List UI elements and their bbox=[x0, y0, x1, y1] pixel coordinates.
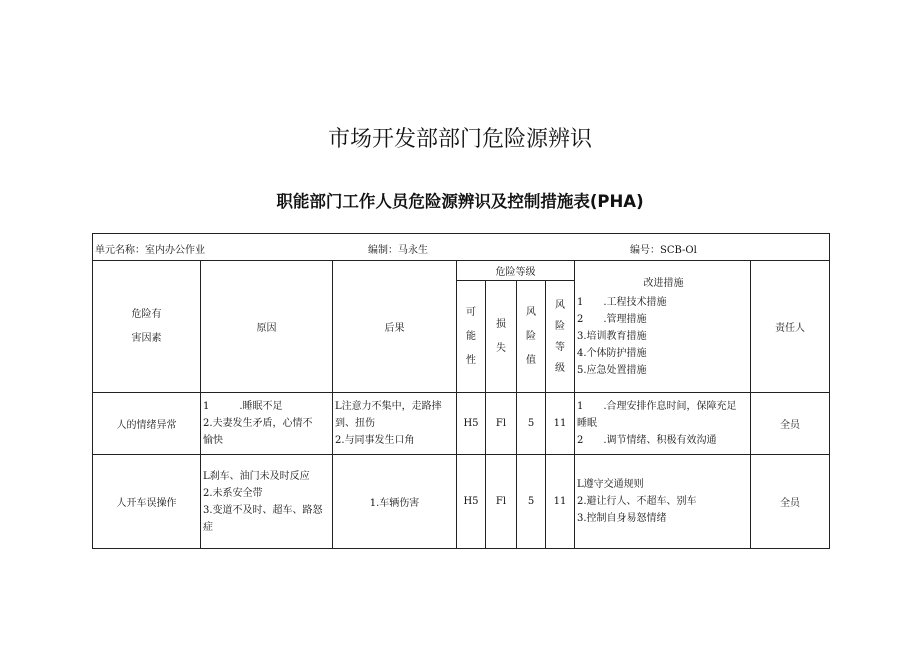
hazard-cell: 人开车误操作 bbox=[93, 455, 201, 549]
responsible-cell: 全员 bbox=[751, 455, 830, 549]
pha-table bbox=[92, 233, 830, 549]
header-hazard bbox=[93, 261, 201, 393]
cause-line: 2.夫妻发生矛盾，心情不 bbox=[203, 418, 313, 429]
header-responsible: 责任人 bbox=[751, 261, 830, 393]
measure-line: 1 .合理安排作息时间，保障充足 bbox=[577, 401, 737, 412]
header-measure-item: 4.个体防护措施 bbox=[577, 347, 647, 359]
header-risk-grade bbox=[546, 281, 575, 393]
cause-line: 3.变道不及时、超车、路怒 bbox=[203, 504, 323, 516]
header-risk-value-char: 险 bbox=[526, 330, 536, 342]
cause-line: 1 .睡眠不足 bbox=[203, 401, 283, 412]
consequence-line: L注意力不集中，走路摔 bbox=[335, 401, 442, 412]
risk-grade-cell: 11 bbox=[546, 393, 575, 455]
risk-value-cell: 5 bbox=[517, 393, 546, 455]
header-loss-char: 损 bbox=[496, 318, 506, 330]
risk-grade-cell: 11 bbox=[546, 455, 575, 549]
header-measure-item: 2 .管理措施 bbox=[577, 313, 647, 325]
header-measures-title: 改进措施 bbox=[643, 277, 684, 289]
consequence-line: 到、扭伤 bbox=[335, 418, 375, 429]
loss-cell: Fl bbox=[486, 393, 517, 455]
table-row bbox=[93, 393, 830, 455]
header-loss bbox=[486, 281, 517, 393]
measure-line: 2 .调节情绪、积极有效沟通 bbox=[577, 435, 717, 446]
cause-line: 症 bbox=[203, 521, 213, 533]
loss-cell: Fl bbox=[486, 455, 517, 549]
header-risk-value bbox=[517, 281, 546, 393]
header-measures bbox=[575, 261, 751, 393]
table-row bbox=[93, 455, 830, 549]
header-possibility bbox=[457, 281, 486, 393]
header-risk-grade-char: 级 bbox=[555, 362, 565, 374]
measure-line: 3.控制自身易怒情绪 bbox=[577, 513, 667, 524]
header-measure-item: 3.培训教育措施 bbox=[577, 330, 647, 342]
header-risk-grade-char: 风 bbox=[555, 299, 565, 311]
editor-name: 编制：马永生 bbox=[368, 245, 428, 256]
header-risk-grade-char: 险 bbox=[555, 320, 565, 332]
risk-value-cell: 5 bbox=[517, 455, 546, 549]
table-info-cell bbox=[93, 234, 830, 261]
responsible-cell: 全员 bbox=[751, 393, 830, 455]
possibility-cell: H5 bbox=[457, 393, 486, 455]
header-risk-value-char: 风 bbox=[526, 306, 536, 318]
header-possibility-char: 能 bbox=[466, 330, 476, 342]
table-info-row bbox=[93, 234, 830, 261]
measure-line: 2.避让行人、不超车、别车 bbox=[577, 496, 697, 507]
header-loss-char: 失 bbox=[496, 342, 506, 354]
header-risk-grade-char: 等 bbox=[555, 341, 565, 353]
header-measure-item: 1 .工程技术措施 bbox=[577, 296, 667, 308]
header-possibility-char: 性 bbox=[466, 354, 476, 366]
consequence-line: 2.与同事发生口角 bbox=[335, 435, 415, 446]
measure-line: L遵守交通规则 bbox=[577, 479, 644, 490]
header-hazard-line-2: 害因素 bbox=[131, 332, 162, 344]
unit-name: 单元名称：室内办公作业 bbox=[95, 245, 205, 256]
header-possibility-char: 可 bbox=[466, 306, 476, 318]
possibility-cell: H5 bbox=[457, 455, 486, 549]
document-code: 编号：SCB-Ol bbox=[630, 245, 697, 256]
consequence-cell bbox=[333, 455, 457, 549]
header-measure-item: 5.应急处置措施 bbox=[577, 364, 647, 376]
measures-cell bbox=[575, 455, 751, 549]
cause-line: 2.未系安全带 bbox=[203, 487, 263, 499]
hazard-cell: 人的情绪异常 bbox=[93, 393, 201, 455]
consequence-cell bbox=[333, 393, 457, 455]
consequence-line: 1.车辆伤害 bbox=[369, 498, 420, 509]
cause-cell bbox=[201, 393, 333, 455]
measures-cell bbox=[575, 393, 751, 455]
document-title: 市场开发部部门危险源辨识 bbox=[327, 127, 592, 152]
header-cause: 原因 bbox=[201, 261, 333, 393]
header-risk-level: 危险等级 bbox=[457, 261, 575, 281]
table-subtitle: 职能部门工作人员危险源辨识及控制措施表(PHA) bbox=[276, 192, 644, 211]
cause-cell bbox=[201, 455, 333, 549]
header-hazard-line-1: 危险有 bbox=[131, 308, 162, 320]
measure-line: 睡眠 bbox=[577, 418, 597, 429]
header-risk-value-char: 值 bbox=[526, 354, 536, 366]
cause-line: 愉快 bbox=[203, 435, 223, 446]
cause-line: L刹车、油门未及时反应 bbox=[203, 470, 310, 482]
header-row-1 bbox=[93, 261, 830, 281]
header-consequence: 后果 bbox=[333, 261, 457, 393]
